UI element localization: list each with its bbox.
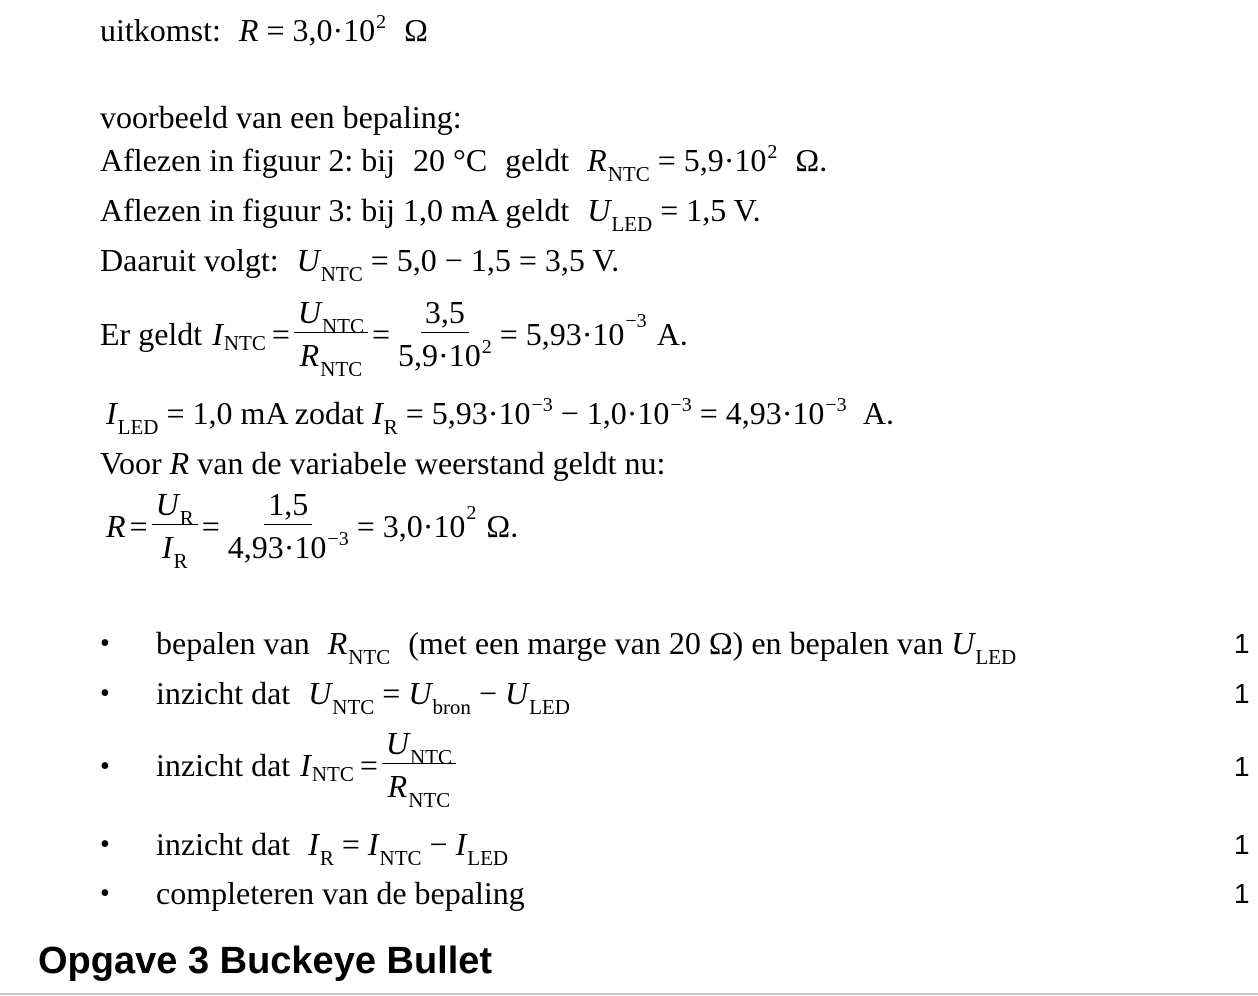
subscript-ntc: NTC — [320, 357, 363, 381]
fraction-numerator: 1,5 — [264, 488, 312, 525]
subscript-ntc: NTC — [607, 162, 650, 186]
equals: = — [372, 315, 391, 352]
unit: A. — [862, 395, 895, 431]
symbol-i: I — [161, 529, 173, 565]
scoring-item-text: inzicht dat — [156, 826, 291, 862]
fraction-numeric — [394, 296, 496, 371]
scoring-item-text: bepalen van — [156, 625, 310, 661]
subscript-r: R — [383, 415, 398, 439]
fraction-denominator: 4,93·10 — [227, 529, 327, 565]
scoring-item-text: completeren van de bepaling — [156, 875, 525, 911]
minus: − — [478, 675, 497, 711]
subscript-ntc: NTC — [348, 645, 391, 669]
fraction-denominator: 5,9·10 — [398, 337, 481, 373]
subscript-led: LED — [529, 695, 570, 719]
subscript-led: LED — [117, 415, 159, 439]
score-points: 1 — [1234, 878, 1250, 909]
example-heading: voorbeeld van een bepaling: — [100, 99, 462, 135]
subscript-ntc: NTC — [332, 695, 375, 719]
symbol-i: I — [106, 395, 117, 431]
symbol-r: R — [587, 142, 607, 178]
example-line-4 — [100, 294, 688, 381]
equals: = — [341, 826, 360, 862]
minus: − — [429, 826, 448, 862]
subscript-ntc: NTC — [311, 762, 354, 786]
subscript-led: LED — [611, 212, 653, 236]
scoring-item — [156, 625, 1017, 669]
example-line-1-pre: Aflezen in figuur 2: bij — [100, 142, 396, 178]
symbol-r: R — [299, 337, 320, 373]
example-line-7 — [106, 486, 519, 573]
symbol-u: U — [297, 294, 321, 330]
term: − 1,0·10 — [560, 395, 670, 431]
subscript-r: R — [173, 549, 188, 573]
equals: = — [271, 315, 290, 352]
scoring-item — [156, 826, 509, 870]
symbol-i: I — [212, 315, 223, 352]
fraction-numeric — [224, 488, 353, 563]
subscript-ntc: NTC — [320, 262, 363, 286]
symbol-u: U — [504, 675, 529, 711]
answer-unit: Ω — [404, 12, 428, 48]
equals: = — [129, 507, 148, 544]
result: = 3,0·10 — [356, 507, 466, 544]
term: = 5,93·10 — [405, 395, 531, 431]
unit: A. — [656, 315, 688, 352]
example-line-6 — [100, 447, 665, 479]
example-line-4-pre: Er geldt — [100, 315, 203, 352]
subscript-r: R — [319, 846, 334, 870]
example-line-3 — [100, 242, 620, 286]
scoring-item-text: (met een marge van 20 Ω) en bepalen van — [408, 625, 944, 661]
scoring-item — [156, 725, 460, 812]
fraction-numerator: 3,5 — [421, 296, 469, 333]
fraction-u-over-r — [382, 725, 456, 812]
bullet-icon: • — [100, 751, 110, 782]
answer-line — [100, 11, 428, 48]
subscript-led: LED — [467, 846, 509, 870]
section-heading: Opgave 3 Buckeye Bullet — [38, 940, 493, 982]
example-line-5 — [106, 394, 895, 439]
scoring-item — [156, 675, 570, 719]
exponent: 2 — [481, 336, 492, 358]
exponent: 2 — [767, 141, 778, 163]
subscript-ntc: NTC — [322, 314, 364, 338]
unit: Ω. — [795, 142, 828, 178]
subscript-ntc: NTC — [379, 846, 422, 870]
fraction-u-over-i — [152, 486, 198, 573]
equals: = — [359, 746, 378, 783]
bullet-icon: • — [100, 878, 110, 909]
equals: = — [382, 675, 401, 711]
symbol-i: I — [455, 826, 467, 862]
symbol-i: I — [308, 826, 319, 862]
symbol-u: U — [408, 675, 432, 711]
symbol-u: U — [308, 675, 332, 711]
subscript-ntc: NTC — [409, 745, 452, 769]
scoring-item-text: inzicht dat — [156, 746, 291, 783]
bullet-icon: • — [100, 829, 110, 860]
example-line-5-mid: = 1,0 mA zodat — [166, 395, 365, 431]
answer-label: uitkomst: — [100, 12, 221, 48]
example-line-6-post: van de variabele weerstand geldt nu: — [197, 445, 666, 481]
example-line-3-post: = 5,0 − 1,5 = 3,5 V. — [370, 242, 620, 278]
example-line-1 — [100, 141, 828, 186]
symbol-r: R — [387, 768, 408, 804]
page-divider — [0, 993, 1258, 995]
example-line-2-post: = 1,5 V. — [660, 192, 761, 228]
exponent: −3 — [625, 309, 647, 332]
symbol-r: R — [169, 445, 190, 481]
example-line-3-pre: Daaruit volgt: — [100, 242, 279, 278]
symbol-u: U — [587, 192, 611, 228]
bullet-icon: • — [100, 628, 110, 659]
score-points: 1 — [1234, 678, 1250, 709]
exponent: −3 — [531, 394, 553, 416]
exponent: −3 — [327, 528, 349, 550]
subscript-ntc: NTC — [408, 788, 451, 812]
answer-mantissa: 3,0·10 — [292, 12, 376, 48]
bullet-icon: • — [100, 678, 110, 709]
score-points: 1 — [1234, 829, 1250, 860]
fraction-u-over-r — [294, 294, 368, 381]
subscript-ntc: NTC — [223, 331, 266, 355]
subscript-led: LED — [975, 645, 1017, 669]
symbol-r: R — [327, 625, 348, 661]
subscript-bron: bron — [432, 695, 471, 719]
exponent: −3 — [670, 394, 692, 416]
exponent: −3 — [825, 394, 847, 416]
answer-equals: = — [266, 12, 285, 48]
equals: = — [201, 507, 220, 544]
example-line-1-value: = 5,9·10 — [657, 142, 767, 178]
symbol-i: I — [300, 746, 311, 783]
unit: Ω. — [486, 507, 519, 544]
exponent: 2 — [466, 501, 477, 524]
scoring-item — [156, 877, 525, 909]
symbol-i: I — [372, 395, 383, 431]
symbol-i: I — [367, 826, 379, 862]
example-line-1-temp: 20 °C — [413, 142, 488, 178]
symbol-u: U — [296, 242, 320, 278]
symbol-u: U — [951, 625, 975, 661]
example-line-6-pre: Voor — [100, 445, 162, 481]
symbol-r: R — [106, 507, 126, 544]
answer-exponent: 2 — [376, 11, 387, 33]
score-points: 1 — [1234, 751, 1250, 782]
answer-symbol: R — [238, 12, 259, 48]
scoring-item-text: inzicht dat — [156, 675, 291, 711]
term: = 4,93·10 — [699, 395, 825, 431]
example-line-1-mid: geldt — [505, 142, 570, 178]
score-points: 1 — [1234, 628, 1250, 659]
subscript-r: R — [179, 506, 194, 530]
symbol-u: U — [385, 725, 409, 761]
symbol-u: U — [155, 486, 179, 522]
example-line-2 — [100, 192, 761, 236]
result: = 5,93·10 — [499, 315, 625, 352]
example-line-2-pre: Aflezen in figuur 3: bij 1,0 mA geldt — [100, 192, 570, 228]
